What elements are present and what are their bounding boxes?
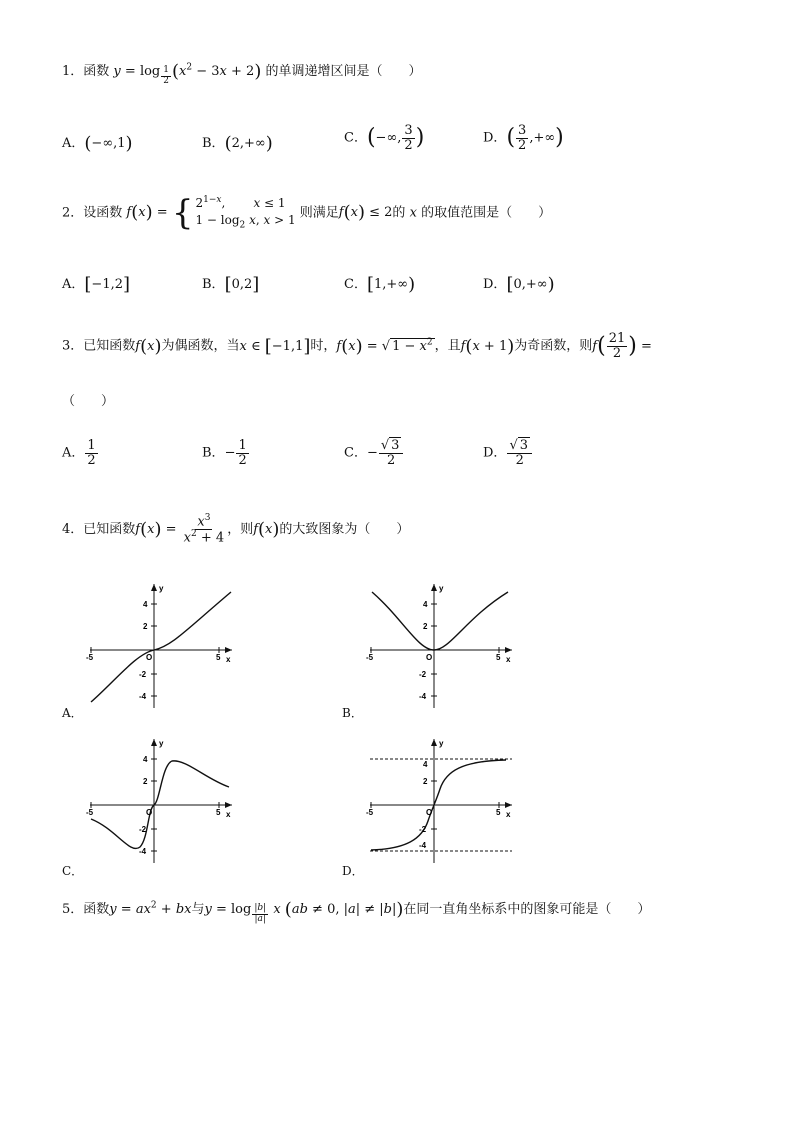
option-letter: D．: [483, 130, 507, 146]
svg-text:-4: -4: [419, 692, 427, 701]
svg-text:-2: -2: [419, 670, 427, 679]
tick: -2: [139, 670, 147, 679]
question-4: [62, 514, 409, 545]
svg-text:4: 4: [423, 600, 428, 609]
option-letter: B．: [202, 445, 225, 461]
q2-stem-a: 则满足: [299, 205, 339, 221]
q3-stem-a: 为偶函数，当: [161, 338, 240, 354]
q1-formula: y = log $_{\frac{1}{2}}$ $(x^2 - 3x + 2)$: [113, 61, 262, 86]
svg-text:5: 5: [216, 808, 221, 817]
q2-number: 2．设函数: [62, 205, 123, 221]
svg-text:x: x: [506, 810, 511, 819]
question-2: 2．设函数 f(x) = { $2^{1-x}$, x ≤ 1 $1 - \log_2 x$, x > 1 则满足f(x) ≤ 2的 x 的取值范围是（ ）: [62, 192, 552, 233]
x-label: x: [226, 655, 231, 664]
graph-c-label: C．: [62, 864, 84, 878]
svg-text:O: O: [146, 808, 153, 817]
q3-number: 3．已知函数: [62, 338, 136, 354]
svg-text:-4: -4: [419, 841, 427, 850]
svg-text:y: y: [439, 584, 444, 593]
q3-option-b[interactable]: B．− $\frac{1}{2}$: [202, 438, 247, 468]
q5-formula-1: $y = ax^2$ + bx: [109, 900, 192, 917]
q4-number: 4．已知函数: [62, 521, 136, 537]
svg-text:y: y: [159, 739, 164, 748]
option-letter: C．: [344, 445, 367, 461]
svg-text:-2: -2: [419, 825, 427, 834]
graph-a-label: A．: [62, 706, 83, 720]
svg-text:-5: -5: [366, 653, 374, 662]
q3-blank: （ ）: [62, 394, 115, 409]
svg-text:5: 5: [496, 808, 501, 817]
q1-option-a[interactable]: A．(−∞,1): [62, 133, 133, 154]
svg-text:-5: -5: [366, 808, 374, 817]
svg-text:4: 4: [143, 755, 148, 764]
origin: O: [146, 653, 153, 662]
q5-number: 5．函数: [62, 902, 110, 917]
question-5: [62, 898, 650, 924]
graph-b[interactable]: [366, 580, 516, 710]
q3-fx1: f(x + 1): [460, 335, 515, 357]
graph-c[interactable]: [86, 735, 236, 865]
graph-d-label: D．: [342, 864, 364, 878]
tick: 2: [143, 622, 148, 631]
q3-option-a[interactable]: A． $\frac{1}{2}$: [62, 438, 96, 468]
q4-stem-b: 的大致图象为（ ）: [279, 521, 410, 537]
curve: [91, 592, 231, 702]
y-label: y: [159, 584, 164, 593]
option-letter: D．: [483, 445, 507, 461]
q3-stem-b: 时，: [310, 338, 337, 354]
tick: 5: [216, 653, 221, 662]
q2-option-d[interactable]: D．[0,+∞): [483, 274, 555, 295]
svg-text:2: 2: [423, 777, 428, 786]
svg-text:O: O: [426, 808, 433, 817]
q1-option-b[interactable]: B．(2,+∞): [202, 133, 273, 154]
q2-option-a[interactable]: A．[−1,2]: [62, 274, 131, 295]
option-letter: B．: [202, 277, 225, 292]
q3-option-d[interactable]: D． $\frac{√ 3}{2}$: [483, 439, 533, 467]
tick: 4: [143, 600, 148, 609]
option-letter: A．: [62, 277, 85, 292]
q1-stem-tail: 的单调递增区间是（ ）: [265, 64, 422, 79]
q1-option-d[interactable]: D．( $\frac{3}{2}$ ,+∞): [483, 123, 564, 153]
graph-d[interactable]: [366, 735, 516, 865]
q4-fx: f(x): [253, 518, 280, 540]
svg-text:4: 4: [423, 760, 428, 769]
q2-formula: f(x) = { $2^{1-x}$, x ≤ 1 $1 - \log_2 x$, x > 1: [126, 192, 296, 233]
curve: [372, 592, 508, 650]
q5-stem-b: 在同一直角坐标系中的图象可能是（ ）: [403, 902, 651, 917]
q3-interval: x ∈ [−1,1]: [239, 335, 311, 357]
option-letter: C．: [344, 277, 367, 292]
graph-a[interactable]: [86, 580, 236, 710]
q3-fx: f(x): [135, 335, 162, 357]
q3-stem-d: 为奇函数，则: [514, 338, 593, 354]
svg-text:2: 2: [423, 622, 428, 631]
tick: -5: [86, 653, 94, 662]
q1-number: 1．函数: [62, 64, 110, 79]
q3-target: f( $\frac{21}{2}$ ) =: [592, 331, 652, 361]
q2-stem-c: 的取值范围是（ ）: [421, 205, 552, 221]
option-letter: A．: [62, 136, 85, 151]
q1-option-c[interactable]: C．(−∞, $\frac{3}{2}$ ): [344, 123, 425, 153]
svg-text:x: x: [506, 655, 511, 664]
q2-stem-b: 的: [392, 205, 406, 221]
q3-fx-def: f(x) = √ $1 - x^2$: [336, 335, 433, 357]
svg-text:x: x: [226, 810, 231, 819]
q2-condition: f(x) ≤ 2: [338, 202, 393, 224]
option-letter: A．: [62, 445, 85, 461]
question-3: [62, 332, 652, 360]
svg-text:-4: -4: [139, 847, 147, 856]
q2-option-c[interactable]: C．[1,+∞): [344, 274, 416, 295]
graph-b-label: B．: [342, 706, 363, 720]
option-letter: D．: [483, 277, 507, 292]
svg-text:O: O: [426, 653, 433, 662]
option-letter: C．: [344, 130, 367, 146]
q5-stem-a: 与: [191, 902, 205, 917]
q3-option-c[interactable]: C．− $\frac{√ 3}{2}$: [344, 439, 404, 467]
svg-text:2: 2: [143, 777, 148, 786]
q3-stem-c: ，且: [434, 338, 461, 354]
tick: -4: [139, 692, 147, 701]
q2-option-b[interactable]: B．[0,2]: [202, 274, 260, 295]
svg-text:-5: -5: [86, 808, 94, 817]
svg-text:-2: -2: [139, 825, 147, 834]
q4-formula: f(x) = $\frac{x^3}{x^2 + 4}$: [135, 513, 225, 546]
q4-stem-a: ，则: [227, 521, 254, 537]
question-1: [62, 60, 422, 86]
q5-formula-2: y = log $_{\frac{|b|}{|a|}}$ x (ab ≠ 0, |a| ≠ |b|): [204, 899, 404, 924]
svg-text:5: 5: [496, 653, 501, 662]
option-letter: B．: [202, 136, 225, 151]
svg-text:y: y: [439, 739, 444, 748]
